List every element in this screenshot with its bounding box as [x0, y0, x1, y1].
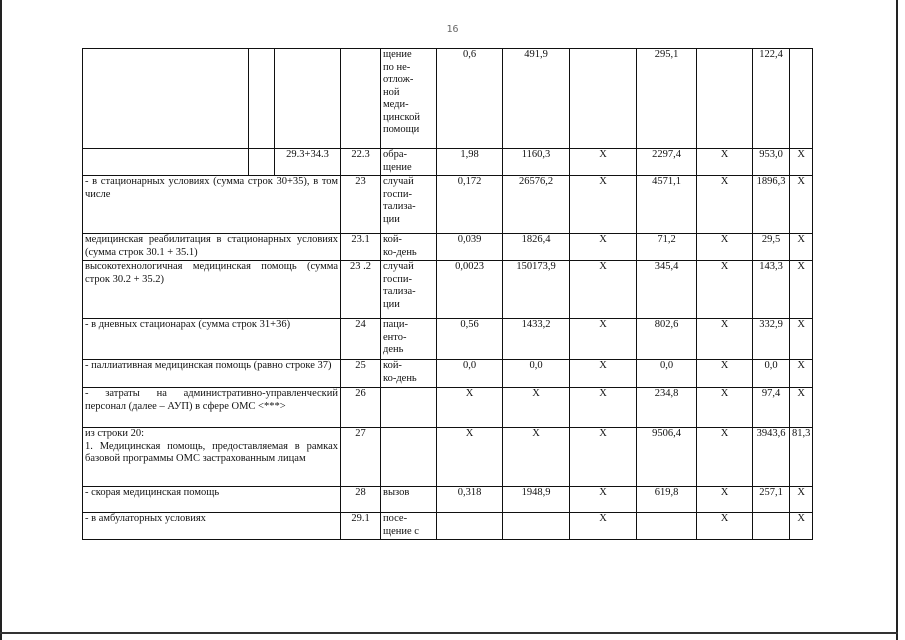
value-cell: Х [570, 360, 637, 388]
unit-cell: кой- ко-день [381, 234, 437, 261]
value-cell: 1,98 [437, 149, 503, 176]
value-cell: Х [697, 319, 753, 360]
value-cell: Х [790, 513, 813, 540]
row-description: высокотехнологичная медицинская помощь (сумма строк 30.2 + 35.2) [83, 261, 341, 319]
table-row [83, 49, 813, 149]
value-cell: Х [570, 149, 637, 176]
row-number: 25 [341, 360, 381, 388]
value-cell: 1896,3 [753, 176, 790, 234]
row-description: медицинская реабилитация в стационарных условиях (сумма строк 30.1 + 35.1) [83, 234, 341, 261]
value-cell: 9506,4 [637, 428, 697, 487]
value-cell: Х [570, 388, 637, 428]
value-cell: 0,6 [437, 49, 503, 149]
value-cell: 0,0 [437, 360, 503, 388]
unit-cell: случай госпи- тализа- ции [381, 176, 437, 234]
row-number: 22.3 [341, 149, 381, 176]
table-row [83, 360, 813, 388]
row-description: - в дневных стационарах (сумма строк 31+36) [83, 319, 341, 360]
value-cell: Х [570, 261, 637, 319]
value-cell: Х [697, 176, 753, 234]
row-label-cell [249, 49, 275, 149]
formula-cell: 29.3+34.3 [275, 149, 341, 176]
value-cell [697, 49, 753, 149]
value-cell [753, 513, 790, 540]
unit-cell: паци- енто- день [381, 319, 437, 360]
table-row [83, 487, 813, 513]
scan-border-right [896, 0, 898, 640]
value-cell: Х [570, 234, 637, 261]
table-row [83, 319, 813, 360]
unit-cell [381, 388, 437, 428]
value-cell: 97,4 [753, 388, 790, 428]
value-cell: Х [697, 261, 753, 319]
scan-border-bottom [0, 632, 898, 634]
unit-cell: случай госпи- тализа- ции [381, 261, 437, 319]
value-cell: Х [697, 388, 753, 428]
row-number: 23 [341, 176, 381, 234]
value-cell: 1433,2 [503, 319, 570, 360]
value-cell: 81,3 [790, 428, 813, 487]
unit-cell: вызов [381, 487, 437, 513]
data-table [82, 48, 813, 540]
value-cell [637, 513, 697, 540]
value-cell: Х [570, 428, 637, 487]
table-row [83, 149, 813, 176]
value-cell: 4571,1 [637, 176, 697, 234]
value-cell: Х [790, 319, 813, 360]
value-cell: 295,1 [637, 49, 697, 149]
row-number: 24 [341, 319, 381, 360]
value-cell: Х [437, 388, 503, 428]
value-cell: 71,2 [637, 234, 697, 261]
value-cell: 802,6 [637, 319, 697, 360]
value-cell: 491,9 [503, 49, 570, 149]
value-cell: Х [790, 487, 813, 513]
table-row [83, 513, 813, 540]
row-label-cell [83, 49, 249, 149]
table-row [83, 176, 813, 234]
table-row [83, 428, 813, 487]
value-cell: 3943,6 [753, 428, 790, 487]
row-number: 29.1 [341, 513, 381, 540]
value-cell: Х [790, 149, 813, 176]
value-cell: 143,3 [753, 261, 790, 319]
value-cell: 0,0 [753, 360, 790, 388]
row-number: 23.1 [341, 234, 381, 261]
value-cell: Х [697, 428, 753, 487]
value-cell [503, 513, 570, 540]
section-heading: из строки 20: [85, 428, 145, 439]
row-number [341, 49, 381, 149]
row-label-cell [83, 149, 249, 176]
value-cell [437, 513, 503, 540]
value-cell: 953,0 [753, 149, 790, 176]
row-description: - в стационарных условиях (сумма строк 30+35), в том числе [83, 176, 341, 234]
row-number: 28 [341, 487, 381, 513]
value-cell [570, 49, 637, 149]
value-cell: 0,0 [503, 360, 570, 388]
value-cell: 0,172 [437, 176, 503, 234]
unit-cell: щение по не- отлож- ной меди- цинской помощи [381, 49, 437, 149]
value-cell: 1160,3 [503, 149, 570, 176]
value-cell: 0,318 [437, 487, 503, 513]
row-description: - скорая медицинская помощь [83, 487, 341, 513]
value-cell: Х [570, 176, 637, 234]
value-cell: Х [790, 234, 813, 261]
value-cell: Х [697, 360, 753, 388]
value-cell: 0,56 [437, 319, 503, 360]
value-cell: Х [697, 149, 753, 176]
row-label-cell [249, 149, 275, 176]
row-description: - паллиативная медицинская помощь (равно строке 37) [83, 360, 341, 388]
value-cell: 150173,9 [503, 261, 570, 319]
value-cell: 0,0 [637, 360, 697, 388]
value-cell: Х [503, 388, 570, 428]
unit-cell: посе- щение с [381, 513, 437, 540]
formula-cell [275, 49, 341, 149]
page-number: 16 [446, 24, 459, 35]
value-cell: Х [570, 319, 637, 360]
value-cell: 234,8 [637, 388, 697, 428]
unit-cell: обра- щение [381, 149, 437, 176]
unit-cell: кой- ко-день [381, 360, 437, 388]
row-description: - в амбулаторных условиях [83, 513, 341, 540]
value-cell: 0,039 [437, 234, 503, 261]
value-cell: 122,4 [753, 49, 790, 149]
value-cell: 619,8 [637, 487, 697, 513]
value-cell: 26576,2 [503, 176, 570, 234]
value-cell: 0,0023 [437, 261, 503, 319]
value-cell: 345,4 [637, 261, 697, 319]
value-cell: Х [570, 487, 637, 513]
value-cell: 1826,4 [503, 234, 570, 261]
row-number: 27 [341, 428, 381, 487]
row-number: 26 [341, 388, 381, 428]
scan-border-left [0, 0, 2, 640]
value-cell: 332,9 [753, 319, 790, 360]
row-number: 23 .2 [341, 261, 381, 319]
value-cell: Х [697, 513, 753, 540]
value-cell: Х [790, 261, 813, 319]
table-row [83, 261, 813, 319]
value-cell: Х [790, 360, 813, 388]
value-cell: Х [503, 428, 570, 487]
table-row [83, 388, 813, 428]
table-row [83, 234, 813, 261]
value-cell: Х [697, 234, 753, 261]
value-cell: Х [697, 487, 753, 513]
value-cell: 1948,9 [503, 487, 570, 513]
value-cell: Х [790, 388, 813, 428]
unit-cell [381, 428, 437, 487]
row-description: - затраты на административно-управленческий персонал (далее – АУП) в сфере ОМС <***> [83, 388, 341, 428]
value-cell [790, 49, 813, 149]
value-cell: 2297,4 [637, 149, 697, 176]
value-cell: Х [570, 513, 637, 540]
value-cell: Х [437, 428, 503, 487]
value-cell: Х [790, 176, 813, 234]
value-cell: 29,5 [753, 234, 790, 261]
value-cell: 257,1 [753, 487, 790, 513]
row-description: из строки 20: 1. Медицинская помощь, предоставляемая в рамках базовой программы ОМС застрахованным лицам [83, 428, 341, 487]
